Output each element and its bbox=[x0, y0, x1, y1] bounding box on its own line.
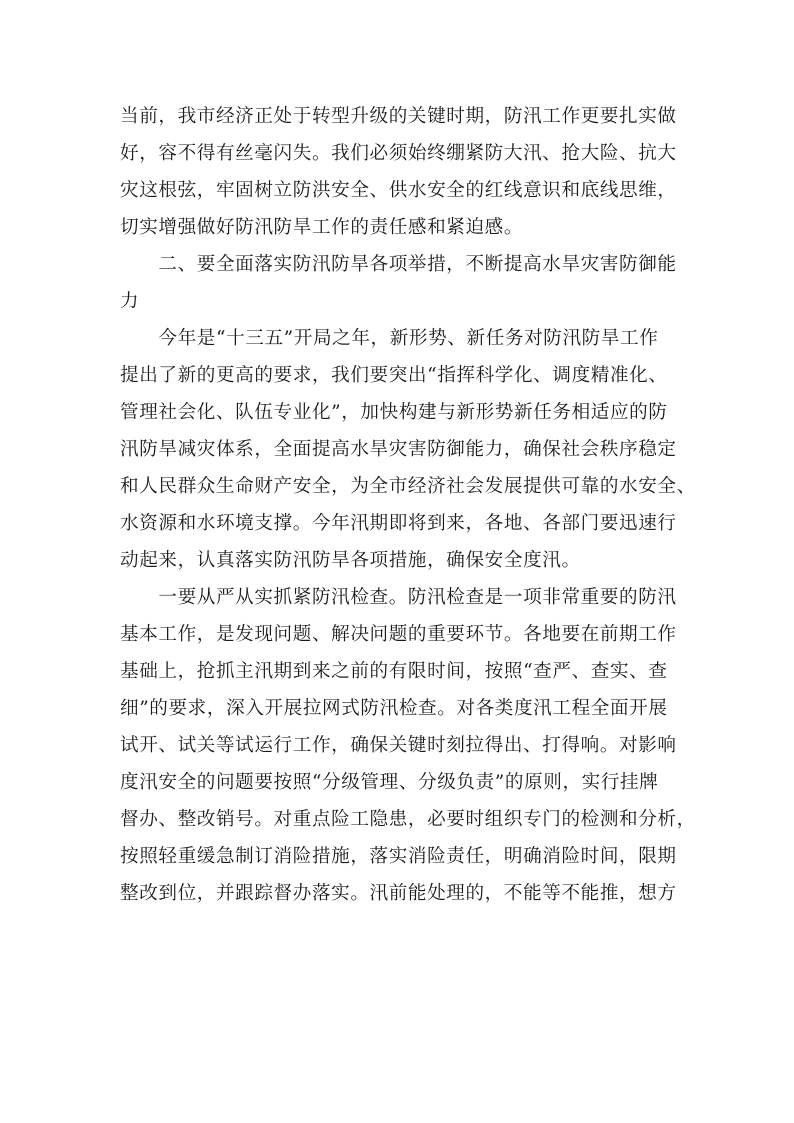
text-line: 度汛安全的问题要按照“分级管理、分级负责”的原则，实行挂牌 bbox=[120, 772, 659, 793]
text-line: 按照轻重缓急制订消险措施，落实消险责任，明确消险时间，限期 bbox=[120, 846, 677, 867]
text-line: 一要从严从实抓紧防汛检查。防汛检查是一项非常重要的防汛 bbox=[120, 587, 677, 608]
text-line: 今年是“十三五”开局之年，新形势、新任务对防汛防旱工作 bbox=[120, 328, 659, 349]
paragraph-3 bbox=[120, 320, 696, 579]
section-heading-2 bbox=[120, 246, 680, 320]
text-line: 提出了新的更高的要求，我们要突出“指挥科学化、调度精准化、 bbox=[120, 365, 668, 386]
text-line: 灾这根弦，牢固树立防洪安全、供水安全的红线意识和底线思维， bbox=[120, 180, 677, 201]
text-line: 管理社会化、队伍专业化”，加快构建与新形势新任务相适应的防 bbox=[120, 402, 668, 423]
text-line: 基础上，抢抓主汛期到来之前的有限时间，按照“查严、查实、查 bbox=[120, 661, 668, 682]
text-line: 力 bbox=[120, 291, 140, 312]
text-line: 二、要全面落实防汛防旱各项举措，不断提高水旱灾害防御能 bbox=[120, 254, 677, 275]
paragraph-4 bbox=[120, 579, 696, 912]
text-line: 水资源和水环境支撑。今年汛期即将到来，各地、各部门要迅速行 bbox=[120, 513, 677, 534]
document-body bbox=[120, 98, 696, 912]
text-line: 试开、试关等试运行工作，确保关键时刻拉得出、打得响。对影响 bbox=[120, 735, 677, 756]
text-line: 和人民群众生命财产安全，为全市经济社会发展提供可靠的水安全、 bbox=[120, 476, 696, 497]
text-line: 整改到位，并跟踪督办落实。汛前能处理的，不能等不能推，想方 bbox=[120, 883, 677, 904]
paragraph-1 bbox=[120, 98, 680, 246]
text-line: 细”的要求，深入开展拉网式防汛检查。对各类度汛工程全面开展 bbox=[120, 698, 668, 719]
text-line: 汛防旱减灾体系，全面提高水旱灾害防御能力，确保社会秩序稳定 bbox=[120, 439, 677, 460]
text-line: 当前，我市经济正处于转型升级的关键时期，防汛工作更要扎实做 bbox=[120, 106, 677, 127]
text-line: 基本工作，是发现问题、解决问题的重要环节。各地要在前期工作 bbox=[120, 624, 677, 645]
text-line: 督办、整改销号。对重点险工隐患，必要时组织专门的检测和分析， bbox=[120, 809, 696, 830]
text-line: 动起来，认真落实防汛防旱各项措施，确保安全度汛。 bbox=[120, 550, 581, 571]
text-line: 切实增强做好防汛防旱工作的责任感和紧迫感。 bbox=[120, 217, 524, 238]
text-line: 好，容不得有丝毫闪失。我们必须始终绷紧防大汛、抢大险、抗大 bbox=[120, 143, 677, 164]
